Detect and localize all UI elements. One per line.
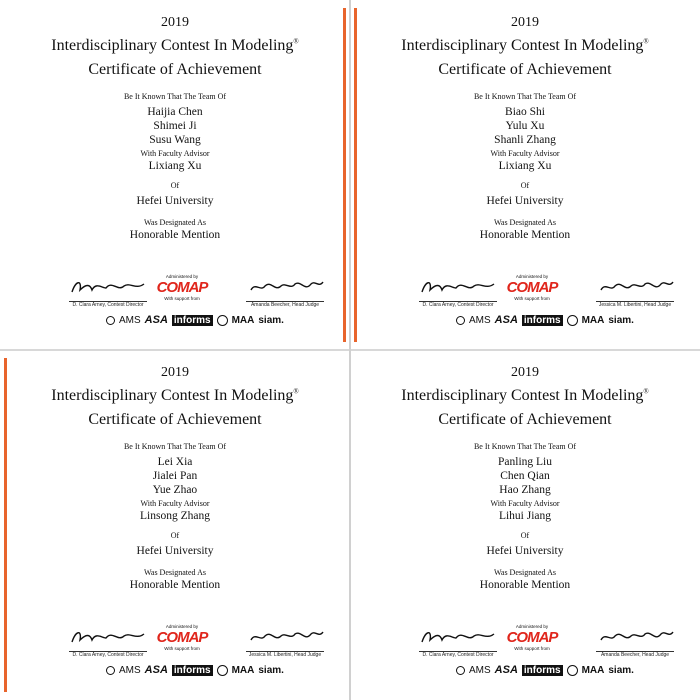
sponsor-maa: MAA <box>581 664 605 676</box>
signature-icon <box>595 628 675 646</box>
advisor-label: With Faculty Advisor <box>140 499 210 508</box>
accent-stripe <box>343 8 346 342</box>
sponsor-siam: siam. <box>608 314 634 326</box>
contest-name: Interdisciplinary Contest In Modeling® <box>51 387 299 404</box>
team-members <box>8 455 342 497</box>
comap-logo <box>505 274 559 301</box>
director-signature <box>63 628 153 658</box>
comap-wordmark: COMAP <box>156 629 208 646</box>
university-name: Hefei University <box>136 195 214 207</box>
certificate-title: Certificate of Achievement <box>88 411 262 428</box>
maa-seal-icon <box>217 665 228 676</box>
comap-wordmark: COMAP <box>156 279 208 296</box>
team-member: Biao Shi <box>505 106 545 118</box>
faculty-advisor: Lixiang Xu <box>148 160 202 172</box>
with-support-label: With support from <box>164 646 200 651</box>
sponsor-logos <box>106 312 284 328</box>
contest-year: 2019 <box>161 365 189 380</box>
signer-name: Jessica M. Libertini, Head Judge <box>248 652 322 658</box>
signer-name: Amanda Beecher, Head Judge <box>600 652 670 658</box>
with-support-label: With support from <box>514 646 550 651</box>
accent-stripe <box>354 8 357 342</box>
sponsor-asa: ASA <box>144 314 168 326</box>
sponsor-informs: informs <box>523 314 561 326</box>
sponsor-asa: ASA <box>494 664 518 676</box>
certificate-title: Certificate of Achievement <box>438 411 612 428</box>
director-signature <box>413 278 503 308</box>
contest-name: Interdisciplinary Contest In Modeling® <box>401 387 649 404</box>
sponsor-logos <box>106 662 284 678</box>
team-member: Haijia Chen <box>147 106 203 118</box>
team-member: Shanli Zhang <box>494 134 556 146</box>
ams-logo-icon <box>106 316 115 325</box>
faculty-advisor: Lixiang Xu <box>498 160 552 172</box>
of-label: Of <box>170 531 180 540</box>
advisor-label: With Faculty Advisor <box>490 499 560 508</box>
contest-year: 2019 <box>511 15 539 30</box>
sponsor-siam: siam. <box>258 664 284 676</box>
team-member: Panling Liu <box>498 456 552 468</box>
sponsor-ams: AMS <box>469 314 491 326</box>
signature-icon <box>418 278 498 296</box>
comap-logo <box>155 274 209 301</box>
designated-label: Was Designated As <box>143 568 206 577</box>
certificate-body <box>358 0 692 350</box>
director-signature <box>413 628 503 658</box>
sponsor-informs: informs <box>173 314 211 326</box>
certificate-2 <box>350 0 700 350</box>
registered-mark: ® <box>293 37 299 46</box>
judge-signature <box>590 628 680 658</box>
sponsor-informs: informs <box>523 664 561 676</box>
faculty-advisor: Linsong Zhang <box>140 510 210 522</box>
team-member: Yue Zhao <box>152 484 198 496</box>
sponsor-maa: MAA <box>581 314 605 326</box>
director-signature <box>63 278 153 308</box>
designation: Honorable Mention <box>129 229 221 241</box>
university-name: Hefei University <box>486 195 564 207</box>
signer-name: D. Clara Arney, Contest Director <box>72 302 144 308</box>
with-support-label: With support from <box>514 296 550 301</box>
comap-logo <box>505 624 559 651</box>
be-it-known-label: Be It Known That The Team Of <box>123 442 227 451</box>
administered-by-label: Administered by <box>515 274 549 279</box>
certificate-4 <box>350 350 700 700</box>
designation: Honorable Mention <box>479 229 571 241</box>
sponsor-ams: AMS <box>119 664 141 676</box>
university-name: Hefei University <box>486 545 564 557</box>
sponsor-asa: ASA <box>494 314 518 326</box>
certificate-1 <box>0 0 350 350</box>
registered-mark: ® <box>643 37 649 46</box>
certificate-3 <box>0 350 350 700</box>
signer-name: D. Clara Arney, Contest Director <box>422 652 494 658</box>
sponsor-maa: MAA <box>231 664 255 676</box>
sponsor-asa: ASA <box>144 664 168 676</box>
signature-icon <box>68 628 148 646</box>
comap-logo <box>155 624 209 651</box>
contest-year: 2019 <box>511 365 539 380</box>
of-label: Of <box>520 531 530 540</box>
ams-logo-icon <box>456 316 465 325</box>
signature-icon <box>595 278 675 296</box>
team-members <box>8 105 342 147</box>
designation: Honorable Mention <box>129 579 221 591</box>
contest-name: Interdisciplinary Contest In Modeling® <box>401 37 649 54</box>
judge-signature <box>240 278 330 308</box>
faculty-advisor: Lihui Jiang <box>498 510 552 522</box>
accent-stripe <box>4 358 7 692</box>
signer-name: D. Clara Arney, Contest Director <box>72 652 144 658</box>
team-members <box>358 105 692 147</box>
be-it-known-label: Be It Known That The Team Of <box>473 442 577 451</box>
vertical-divider <box>349 0 351 700</box>
judge-signature <box>240 628 330 658</box>
maa-seal-icon <box>567 315 578 326</box>
administered-by-label: Administered by <box>515 624 549 629</box>
certificate-body <box>8 0 342 350</box>
registered-mark: ® <box>643 387 649 396</box>
ams-logo-icon <box>106 666 115 675</box>
administered-by-label: Administered by <box>165 624 199 629</box>
sponsor-logos <box>456 312 634 328</box>
registered-mark: ® <box>293 387 299 396</box>
comap-wordmark: COMAP <box>506 629 558 646</box>
team-member: Lei Xia <box>157 456 193 468</box>
maa-seal-icon <box>567 665 578 676</box>
sponsor-siam: siam. <box>608 664 634 676</box>
sponsor-ams: AMS <box>469 664 491 676</box>
certificate-body <box>8 350 342 700</box>
designation: Honorable Mention <box>479 579 571 591</box>
team-member: Chen Qian <box>500 470 550 482</box>
team-member: Hao Zhang <box>499 484 551 496</box>
team-member: Jialei Pan <box>152 470 198 482</box>
advisor-label: With Faculty Advisor <box>490 149 560 158</box>
sponsor-ams: AMS <box>119 314 141 326</box>
signer-name: Amanda Beecher, Head Judge <box>250 302 320 308</box>
be-it-known-label: Be It Known That The Team Of <box>473 92 577 101</box>
contest-year: 2019 <box>161 15 189 30</box>
team-member: Susu Wang <box>149 134 201 146</box>
comap-wordmark: COMAP <box>506 279 558 296</box>
signature-icon <box>418 628 498 646</box>
sponsor-siam: siam. <box>258 314 284 326</box>
of-label: Of <box>520 181 530 190</box>
judge-signature <box>590 278 680 308</box>
advisor-label: With Faculty Advisor <box>140 149 210 158</box>
signature-icon <box>245 628 325 646</box>
university-name: Hefei University <box>136 545 214 557</box>
certificate-body <box>358 350 692 700</box>
team-member: Shimei Ji <box>153 120 197 132</box>
ams-logo-icon <box>456 666 465 675</box>
designated-label: Was Designated As <box>493 568 556 577</box>
team-member: Yulu Xu <box>505 120 545 132</box>
certificate-title: Certificate of Achievement <box>438 61 612 78</box>
designated-label: Was Designated As <box>493 218 556 227</box>
with-support-label: With support from <box>164 296 200 301</box>
be-it-known-label: Be It Known That The Team Of <box>123 92 227 101</box>
sponsor-maa: MAA <box>231 314 255 326</box>
certificate-title: Certificate of Achievement <box>88 61 262 78</box>
of-label: Of <box>170 181 180 190</box>
team-members <box>358 455 692 497</box>
signature-icon <box>68 278 148 296</box>
signer-name: Jessica M. Libertini, Head Judge <box>598 302 672 308</box>
administered-by-label: Administered by <box>165 274 199 279</box>
maa-seal-icon <box>217 315 228 326</box>
signature-icon <box>245 278 325 296</box>
contest-name: Interdisciplinary Contest In Modeling® <box>51 37 299 54</box>
sponsor-logos <box>456 662 634 678</box>
sponsor-informs: informs <box>173 664 211 676</box>
signer-name: D. Clara Arney, Contest Director <box>422 302 494 308</box>
designated-label: Was Designated As <box>143 218 206 227</box>
